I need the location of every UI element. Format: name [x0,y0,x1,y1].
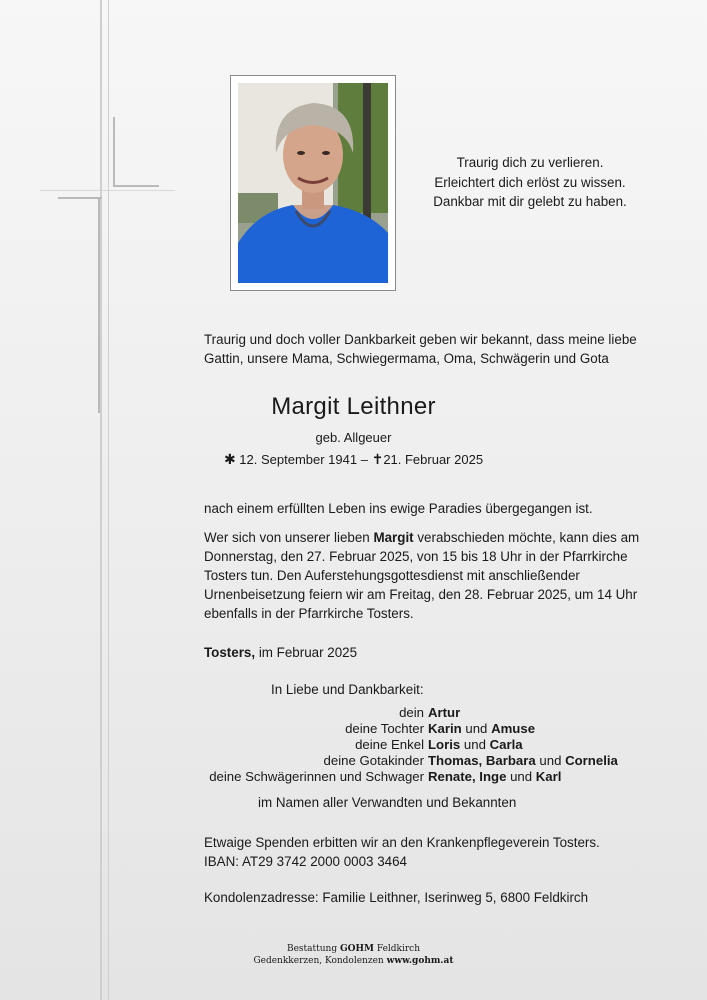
footer-text: Gedenkkerzen, Kondolenzen [253,956,387,966]
passage-text: nach einem erfüllten Leben ins ewige Paradies übergegangen ist. [204,501,593,516]
donation-iban: IBAN: AT29 3742 2000 0003 3464 [204,854,408,869]
mourners-heading: In Liebe und Dankbarkeit: [271,682,424,697]
place-date [204,643,357,662]
mourner-relation: deine Tochter [345,721,424,736]
farewell-name: Margit [373,530,414,545]
farewell-line-2: Donnerstag, den 27. Februar 2025, von 15 bis 18 Uhr in der Pfarrkirche [204,549,628,564]
mourner-relation: deine Enkel [355,737,424,752]
cross-icon [40,115,180,415]
life-dates [0,451,707,468]
farewell-line-3: Tosters tun. Den Auferstehungsgottesdienst mit anschließender [204,568,580,583]
farewell-line-1 [204,528,639,547]
mourner-name-part: und [461,721,492,736]
memorial-quote [420,153,640,212]
mourner-name-part: Artur [428,705,461,720]
mourner-names [428,753,618,769]
mourner-name-part: und [460,737,490,752]
mourner-name-part: Loris [428,737,461,752]
mourner-name-part: Cornelia [565,753,618,768]
mourner-name-part: und [506,769,536,784]
farewell-line-5: ebenfalls in der Pfarrkirche Tosters. [204,606,414,621]
footer-line-1 [0,943,707,955]
quote-line: Dankbar mit dir gelebt zu haben. [433,194,627,209]
mourner-relation: dein [399,705,424,720]
birth-star-icon: ✱ [223,451,236,467]
farewell-text: Wer sich von unserer lieben [204,530,374,545]
footer-brand: GOHM [339,944,374,954]
place-town: Tosters, [204,645,256,660]
intro-line-1: Traurig und doch voller Dankbarkeit geben wir bekannt, dass meine liebe [204,332,637,347]
footer-line-2 [0,955,707,967]
mourner-name-part: Karl [535,769,562,784]
place-date-text: im Februar 2025 [255,645,358,660]
intro-line-2: Gattin, unsere Mama, Schwiegermama, Oma, Schwägerin und Gota [204,351,609,366]
mourner-name-part: Renate, Inge [428,769,507,784]
condolence-address: Kondolenzadresse: Familie Leithner, Iserinweg 5, 6800 Feldkirch [204,890,589,905]
portrait-frame [230,75,396,291]
mourner-names [428,705,460,721]
mourner-relation: deine Schwägerinnen und Schwager [209,769,424,784]
death-date: 21. Februar 2025 [383,452,484,467]
mourner-name-part: Thomas, Barbara [428,753,536,768]
death-cross-icon: ✝ [371,451,384,467]
mourner-name-part: Karin [428,721,462,736]
quote-line: Erleichtert dich erlöst zu wissen. [434,174,626,190]
mourner-names [428,721,535,737]
mourner-name-part: Carla [489,737,523,752]
mourner-name-part: und [535,753,566,768]
portrait-photo [238,83,388,283]
footer-text: Feldkirch [373,944,421,954]
footer-link[interactable]: www.gohm.at [386,956,454,966]
footer-text: Bestattung [286,944,340,954]
maiden-name: geb. Allgeuer [315,430,392,445]
mourner-names [428,769,561,785]
mourner-relation: deine Gotakinder [323,753,424,768]
donation-line-1: Etwaige Spenden erbitten wir an den Krankenpflegeverein Tosters. [204,835,600,850]
deceased-name: Margit Leithner [271,393,436,420]
mourner-names [428,737,523,753]
mourners-closing: im Namen aller Verwandten und Bekannten [258,795,517,810]
farewell-text: verabschieden möchte, kann dies am [413,530,640,545]
mourner-name-part: Amuse [491,721,536,736]
quote-line: Traurig dich zu verlieren. [456,155,604,170]
birth-date: 12. September 1941 – [239,452,368,467]
farewell-line-4: Urnenbeisetzung feiern wir am Freitag, den 28. Februar 2025, um 14 Uhr [204,587,638,602]
